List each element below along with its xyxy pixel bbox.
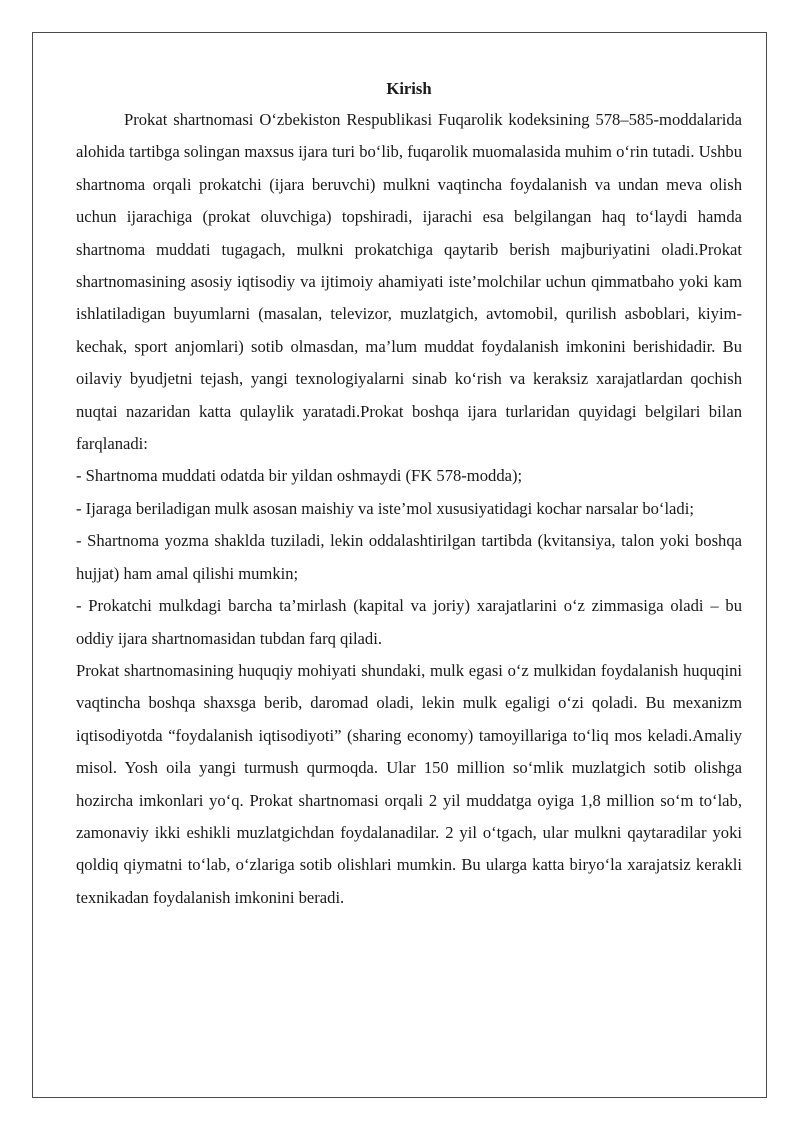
list-item-repairs: - Prokatchi mulkdagi barcha ta’mirlash (kapital va joriy) xarajatlarini o‘z zimmasiga oladi – bu oddiy ijara shartnomasidan tubdan farq qiladi. [76,596,742,648]
paragraph-intro: Prokat shartnomasi O‘zbekiston Respublikasi Fuqarolik kodeksining 578–585-moddalarida alohida tartibga solingan maxsus ijara turi bo‘lib, fuqarolik muomalasida muhim o‘rin tutadi. Ushbu shartnoma orqali prokatchi (ijara beruvchi) mulkni vaqtincha foydalanish va undan meva olish uchun ijarachiga (prokat oluvchiga) topshiradi, ijarachi esa belgilangan haq to‘laydi hamda shartnoma muddati tugagach, mulkni prokatchiga qaytarib berish majburiyatini oladi.Prokat shartnomasining asosiy iqtisodiy va ijtimoiy ahamiyati iste’molchilar uchun qimmatbaho yoki kam ishlatiladigan buyumlarni (masalan, televizor, muzlatgich, avtomobil, qurilish asboblari, kiyim-kechak, sport anjomlari) sotib olmasdan, ma’lum muddat foydalanish imkonini berishidadir. Bu oilaviy byudjetni tejash, yangi texnologiyalarni sinab ko‘rish va keraksiz xarajatlardan qochish nuqtai nazaridan katta qulaylik yaratadi.Prokat boshqa ijara turlaridan quyidagi belgilari bilan farqlanadi: [76,110,742,454]
list-item-property: - Ijaraga beriladigan mulk asosan maishiy va iste’mol xususiyatidagi kochar narsalar bo‘ladi; [76,498,694,518]
list-item-form: - Shartnoma yozma shaklda tuziladi, lekin oddalashtirilgan tartibda (kvitansiya, talon yoki boshqa hujjat) ham amal qilishi mumkin; [76,531,742,583]
document-body [76,74,742,914]
list-item-term: - Shartnoma muddati odatda bir yildan oshmaydi (FK 578-modda); [76,466,523,486]
document-title: Kirish [386,79,432,98]
paragraph-legal-essence: Prokat shartnomasining huquqiy mohiyati shundaki, mulk egasi o‘z mulkidan foydalanish huquqini vaqtincha boshqa shaxsga berib, daromad oladi, lekin mulk egaligi o‘zi qoladi. Bu mexanizm iqtisodiyotda “foydalanish iqtisodiyoti” (sharing economy) tamoyillariga to‘liq mos keladi.Amaliy misol. Yosh oila yangi turmush qurmoqda. Ular 150 million so‘mlik muzlatgich sotib olishga hozircha imkonlari yo‘q. Prokat shartnomasi orqali 2 yil muddatga oyiga 1,8 million so‘m to‘lab, zamonaviy ikki eshikli muzlatgichdan foydalanadilar. 2 yil o‘tgach, ular mulkni qaytaradilar yoki qoldiq qiymatni to‘lab, o‘zlariga sotib olishlari mumkin. Bu ularga katta biryo‘la xarajatsiz kerakli texnikadan foydalanish imkonini beradi. [76,660,742,907]
